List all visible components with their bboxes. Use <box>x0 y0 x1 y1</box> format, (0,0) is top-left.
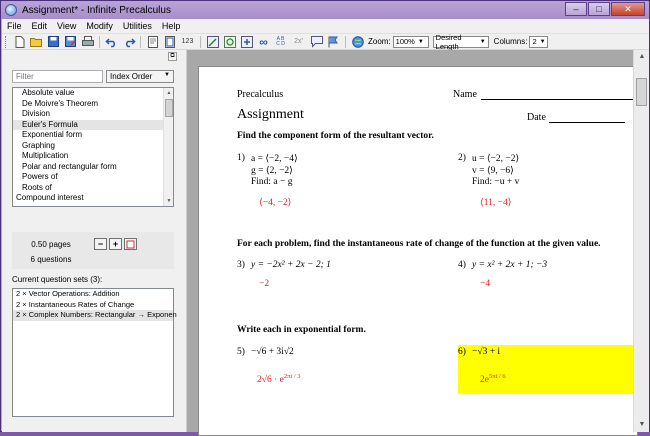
topic-item[interactable]: Polar and rectangular form <box>22 161 117 171</box>
q4-number: 4) <box>458 260 466 270</box>
question-set-item[interactable]: 2 × Complex Numbers: Rectangular → Exponen <box>13 310 173 321</box>
derivative-icon[interactable]: 2x' <box>294 38 303 45</box>
q5-number: 5) <box>237 347 245 357</box>
date-label: Date <box>527 112 546 123</box>
close-button[interactable]: ✕ <box>611 2 645 16</box>
columns-value: 2 <box>532 37 537 46</box>
question-sets-list[interactable] <box>12 288 177 417</box>
order-select[interactable] <box>106 70 174 83</box>
q4-text: y = x² + 2x + 1; −3 <box>472 260 548 270</box>
q6-answer <box>480 373 506 385</box>
toolbar-grip[interactable] <box>5 36 8 48</box>
topic-item[interactable]: Powers of <box>22 172 58 181</box>
app-icon[interactable] <box>5 4 17 16</box>
name-label: Name <box>453 89 477 100</box>
document-scrollbar[interactable] <box>633 50 649 432</box>
questions-count: 6 questions <box>30 255 72 264</box>
order-value: Index Order <box>110 72 153 81</box>
choices-text: A B C D <box>276 35 285 47</box>
question-set-item[interactable]: 2 × Vector Operations: Addition <box>16 289 120 298</box>
topic-item[interactable]: Multiplication <box>22 151 69 160</box>
q1-line2: g = ⟨2, −2⟩ <box>251 166 293 176</box>
save-icon[interactable] <box>47 35 61 48</box>
toolbar-separator <box>200 36 201 48</box>
remove-question-button[interactable]: − <box>94 238 107 250</box>
q5-answer-base: 2√6 · e <box>257 375 284 386</box>
pane-dock-icon[interactable]: ⧉ <box>168 52 177 61</box>
q2-answer: ⟨11, −4⟩ <box>480 198 512 208</box>
menu-view[interactable]: View <box>57 21 77 31</box>
zoom-label: Zoom: <box>368 37 391 46</box>
topic-group[interactable]: Compound interest <box>16 193 84 202</box>
page-setup-icon[interactable] <box>146 35 160 48</box>
q5-answer <box>257 373 301 385</box>
q2-number: 2) <box>458 153 466 163</box>
topic-list-scrollbar[interactable] <box>163 88 173 206</box>
q6-number: 6) <box>458 347 466 357</box>
left-pane <box>2 50 179 432</box>
q1-line3: Find: a − g <box>251 177 293 187</box>
name-blank <box>481 99 641 100</box>
toolbar-separator <box>99 36 100 48</box>
new-questions-icon[interactable] <box>240 35 254 48</box>
scroll-thumb[interactable] <box>165 99 173 117</box>
length-value: Desired Length <box>435 32 462 51</box>
new-icon[interactable] <box>13 35 27 48</box>
fit-page-icon[interactable] <box>163 35 177 48</box>
globe-icon[interactable] <box>351 35 365 48</box>
minimize-button[interactable]: – <box>565 2 587 16</box>
q6-text: −√3 + i <box>472 347 501 357</box>
add-question-button[interactable]: + <box>109 238 122 250</box>
date-blank <box>549 122 625 123</box>
edit-icon[interactable] <box>206 35 220 48</box>
pane-splitter[interactable] <box>179 50 187 432</box>
section-3-heading: Write each in exponential form. <box>237 325 366 335</box>
scroll-up-icon[interactable]: ▲ <box>166 90 172 96</box>
topic-item[interactable]: Graphing <box>22 140 55 150</box>
toolbar-separator <box>140 36 141 48</box>
scroll-up-icon[interactable]: ▲ <box>638 53 646 60</box>
scroll-down-icon[interactable]: ▼ <box>638 421 646 428</box>
columns-select[interactable] <box>529 36 548 48</box>
length-select[interactable] <box>433 32 489 51</box>
scroll-down-icon[interactable]: ▼ <box>166 198 172 204</box>
q2-line3: Find: −u + v <box>472 177 520 187</box>
section-2-heading: For each problem, find the instantaneous rate of change of the function at the given value. <box>237 239 601 249</box>
topic-item[interactable]: Division <box>22 109 51 118</box>
worksheet-page[interactable] <box>198 66 638 436</box>
toolbar-separator <box>345 36 346 48</box>
menu-edit[interactable]: Edit <box>31 21 48 31</box>
q1-number: 1) <box>237 153 245 163</box>
q2-line2: v = ⟨9, −6⟩ <box>472 166 514 176</box>
question-set-item[interactable]: 2 × Instantaneous Rates of Change <box>16 299 135 309</box>
q1-line1: a = ⟨−2, −4⟩ <box>251 154 298 164</box>
topic-item[interactable]: De Moivre's Theorem <box>22 98 99 108</box>
chevron-down-icon: ▼ <box>164 72 170 78</box>
q6-answer-exponent: 5πi / 6 <box>488 373 506 380</box>
menu-help[interactable]: Help <box>161 21 181 31</box>
q6-answer-base: 2e <box>480 375 489 386</box>
q4-answer: −4 <box>480 279 491 289</box>
zoom-value: 100% <box>395 37 415 46</box>
flag-icon[interactable] <box>327 35 341 48</box>
q3-text: y = −2x² + 2x − 2; 1 <box>251 260 331 270</box>
q2-line1: u = ⟨−2, −2⟩ <box>472 154 520 164</box>
numbering-icon[interactable]: 123 <box>181 38 194 45</box>
scroll-thumb[interactable] <box>636 78 647 106</box>
zoom-select[interactable] <box>393 36 429 48</box>
topic-item[interactable]: Absolute value <box>22 88 75 97</box>
q5-answer-exponent: 2πi / 3 <box>283 373 301 380</box>
document-area <box>187 50 633 432</box>
chevron-down-icon: ▼ <box>479 38 486 45</box>
page-count-panel <box>12 232 174 269</box>
topic-item[interactable]: Roots of <box>22 182 52 192</box>
chevron-down-icon: ▼ <box>539 38 546 45</box>
window-controls <box>564 2 645 16</box>
q1-answer: ⟨−4, −2⟩ <box>259 198 292 208</box>
q3-number: 3) <box>237 260 245 270</box>
filter-input[interactable] <box>12 70 103 83</box>
undo-icon[interactable] <box>105 35 119 48</box>
course-name: Precalculus <box>237 89 284 100</box>
columns-label: Columns: <box>493 37 528 46</box>
comment-icon[interactable] <box>310 35 324 48</box>
window-title: Assignment* - Infinite Precalculus <box>22 4 171 16</box>
pages-count: 0.50 pages <box>31 240 71 249</box>
q3-answer: −2 <box>259 279 270 289</box>
q5-text: −√6 + 3i√2 <box>251 347 294 357</box>
infinity-icon[interactable]: ∞ <box>259 34 268 49</box>
chevron-down-icon: ▼ <box>417 38 424 45</box>
toolbar <box>2 34 649 50</box>
title-bar[interactable] <box>1 1 649 19</box>
section-1-heading: Find the component form of the resultant vector. <box>237 131 434 141</box>
worksheet-title: Assignment <box>237 107 304 122</box>
topic-item[interactable]: Euler's Formula <box>13 120 173 131</box>
redo-icon[interactable] <box>122 35 136 48</box>
save-as-icon[interactable] <box>64 35 78 48</box>
open-icon[interactable] <box>30 35 44 48</box>
menu-modify[interactable]: Modify <box>86 21 113 31</box>
print-icon[interactable] <box>81 35 95 48</box>
question-sets-label: Current question sets (3): <box>12 275 103 284</box>
menu-bar <box>2 19 649 34</box>
menu-utilities[interactable]: Utilities <box>122 21 152 31</box>
delete-set-button[interactable] <box>124 238 137 250</box>
maximize-button[interactable]: □ <box>588 2 610 16</box>
menu-file[interactable]: File <box>7 21 22 31</box>
choices-icon[interactable] <box>274 35 288 48</box>
topic-item[interactable]: Exponential form <box>22 130 83 139</box>
topic-list[interactable] <box>12 87 174 207</box>
regenerate-icon[interactable] <box>223 35 237 48</box>
